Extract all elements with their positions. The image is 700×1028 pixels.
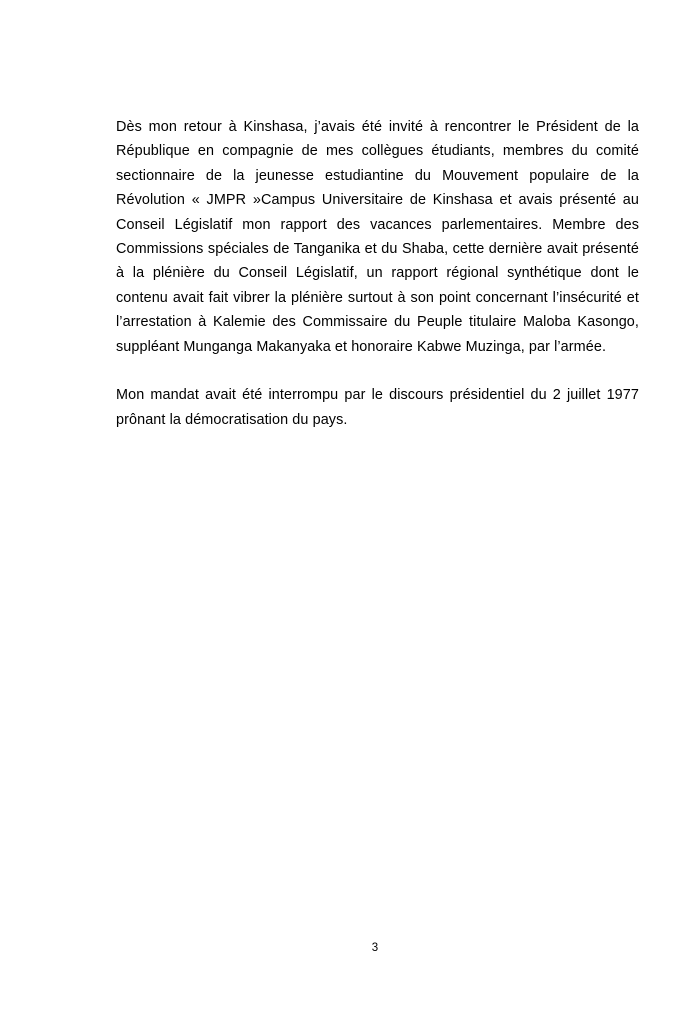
body-text bbox=[116, 115, 639, 432]
page-number: 3 bbox=[371, 942, 379, 954]
paragraph-mandate-interrupted: Mon mandat avait été interrompu par le discours présidentiel du 2 juillet 1977 prônant la démocratisation du pays. bbox=[116, 387, 639, 428]
paragraph-kinshasa-return: Dès mon retour à Kinshasa, j’avais été invité à rencontrer le Président de la République en compagnie de mes collègues étudiants, membres du comité sectionnaire de la jeunesse estudiantine du Mouvement populaire de la Révolution « JMPR »Campus Universitaire de Kinshasa et avais présenté au Conseil Législatif mon rapport des vacances parlementaires. Membre des Commissions spéciales de Tanganika et du Shaba, cette dernière avait présenté à la plénière du Conseil Législatif, un rapport régional synthétique dont le contenu avait fait vibrer la plénière surtout à son point concernant l’insécurité et l’arrestation à Kalemie des Commissaire du Peuple titulaire Maloba Kasongo, suppléant Munganga Makanyaka et honoraire Kabwe Muzinga, par l’armée. bbox=[116, 119, 639, 355]
